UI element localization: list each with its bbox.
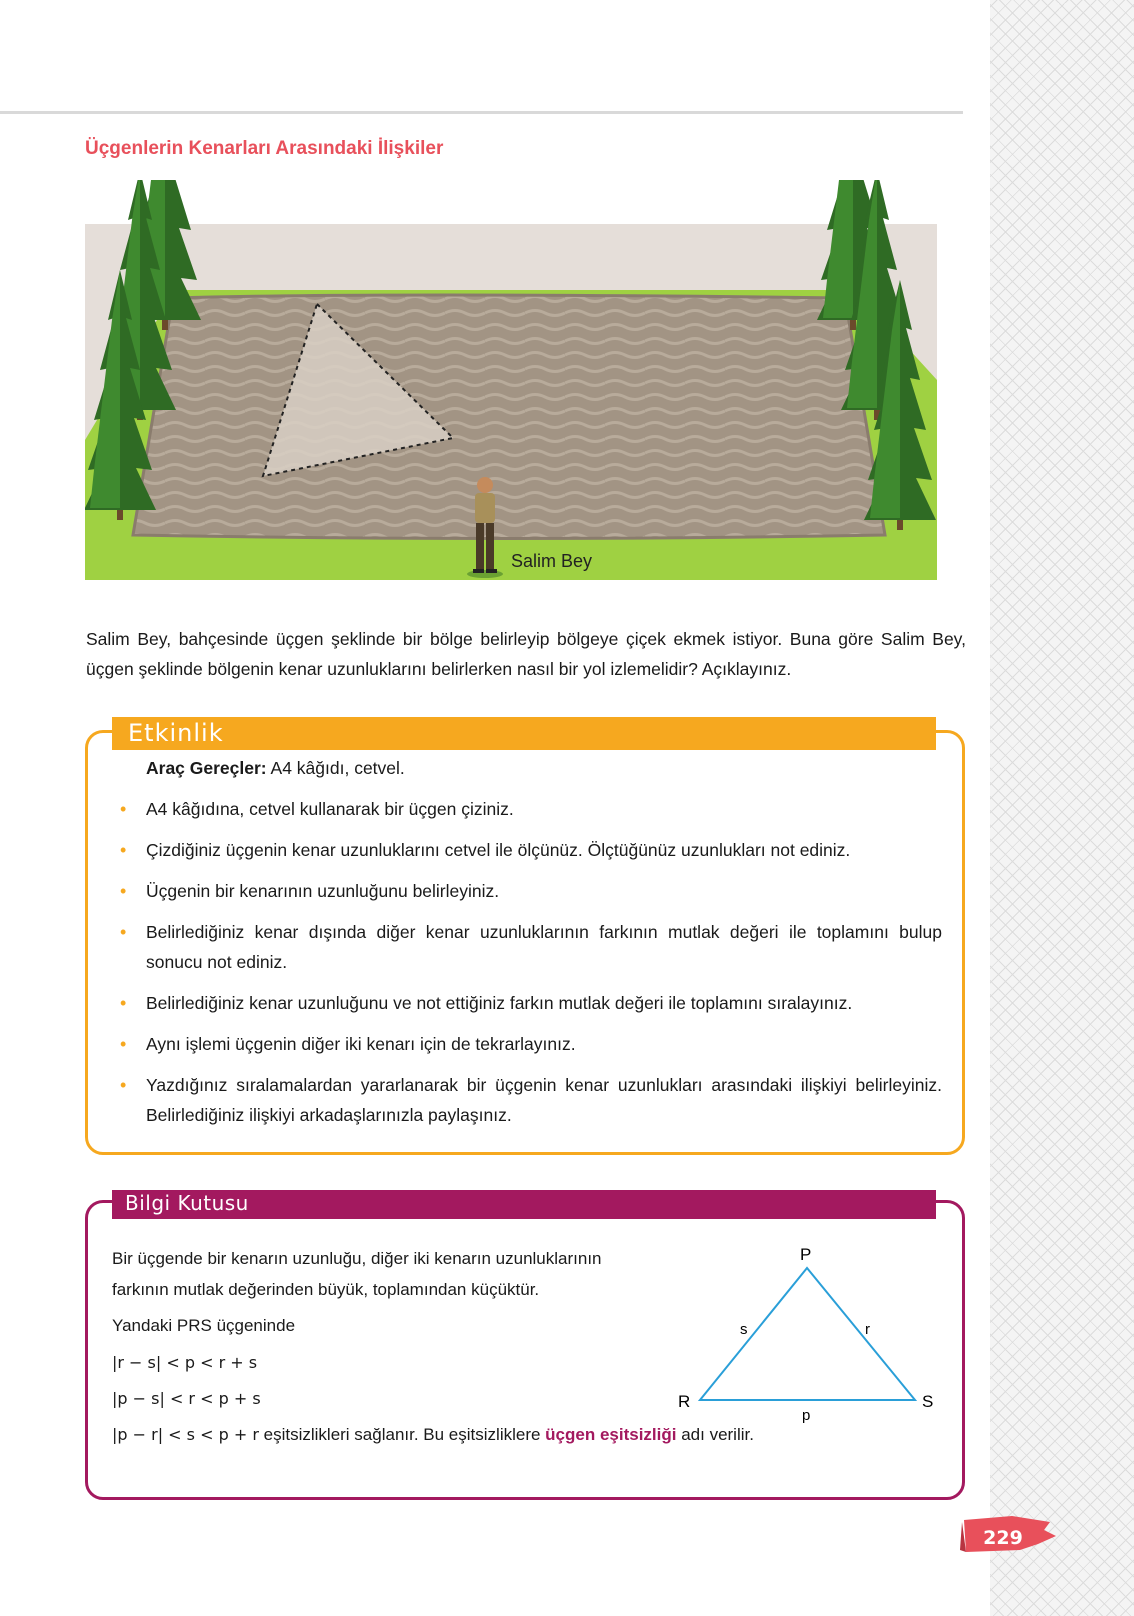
section-title: Üçgenlerin Kenarları Arasındaki İlişkiler bbox=[85, 138, 444, 159]
page-number-badge bbox=[960, 1516, 1060, 1556]
bullet-icon: • bbox=[120, 799, 127, 819]
inequality-3 bbox=[112, 1425, 754, 1445]
inequality-3-suffix: eşitsizlikleri sağlanır. Bu eşitsizliklere bbox=[258, 1425, 546, 1444]
bullet-icon: • bbox=[120, 1075, 127, 1095]
materials-value: A4 kâğıdı, cetvel. bbox=[266, 758, 405, 778]
vertex-p: P bbox=[800, 1245, 812, 1264]
bilgi-subtitle: Yandaki PRS üçgeninde bbox=[112, 1316, 296, 1335]
garden-illustration bbox=[85, 180, 965, 605]
list-item-text: Yazdığınız sıralamalardan yararlanarak bir üçgenin kenar uzunlukları arasındaki ilişkiyi belirleyiniz. Belirlediğiniz ilişkiyi arkadaşlarınızla paylaşınız. bbox=[146, 1075, 942, 1125]
list-item bbox=[120, 876, 942, 906]
list-item bbox=[120, 1070, 942, 1130]
inequality-2-math: |p − s| < r < p + s bbox=[112, 1389, 261, 1408]
soil-field bbox=[133, 295, 885, 539]
page-number: 229 bbox=[983, 1527, 1023, 1549]
top-rule bbox=[0, 111, 963, 114]
list-item-text: Aynı işlemi üçgenin diğer iki kenarı için de tekrarlayınız. bbox=[146, 1034, 576, 1054]
list-item-text: Üçgenin bir kenarının uzunluğunu belirleyiniz. bbox=[146, 881, 500, 901]
side-s-label: s bbox=[740, 1321, 748, 1338]
side-r-label: r bbox=[865, 1321, 870, 1338]
question-text: Salim Bey, bahçesinde üçgen şeklinde bir bölge belirleyip bölgeye çiçek ekmek istiyor. Buna göre Salim Bey, üçgen şeklinde bölgenin kenar uzunluklarını belirlerken nasıl bir yol izlemelidir? Açıklayınız. bbox=[86, 629, 966, 679]
prs-triangle-diagram bbox=[670, 1240, 950, 1430]
person-label: Salim Bey bbox=[511, 551, 593, 571]
vertex-s: S bbox=[922, 1392, 934, 1411]
list-item bbox=[120, 1029, 942, 1059]
etkinlik-header-bar bbox=[112, 717, 936, 750]
materials-line bbox=[146, 758, 405, 779]
bilgi-text: Bir üçgende bir kenarın uzunluğu, diğer iki kenarın uzunluklarının farkının mutlak değerinden büyük, toplamından küçüktür. bbox=[112, 1249, 602, 1299]
list-item bbox=[120, 794, 942, 824]
bilgi-kutusu-title: Bilgi Kutusu bbox=[125, 1191, 249, 1215]
list-item-text: A4 kâğıdına, cetvel kullanarak bir üçgen çiziniz. bbox=[146, 799, 514, 819]
bullet-icon: • bbox=[120, 881, 127, 901]
list-item bbox=[120, 988, 942, 1018]
triangle-shape bbox=[700, 1268, 915, 1400]
side-pattern bbox=[990, 0, 1134, 1616]
inequality-3-ending: adı verilir. bbox=[676, 1425, 754, 1444]
etkinlik-title: Etkinlik bbox=[128, 719, 224, 747]
bullet-icon: • bbox=[120, 993, 127, 1013]
etkinlik-list bbox=[120, 794, 942, 1141]
list-item-text: Belirlediğiniz kenar dışında diğer kenar uzunluklarının farkının mutlak değeri ile toplamını bulup sonucu not ediniz. bbox=[146, 922, 942, 972]
bullet-icon: • bbox=[120, 922, 127, 942]
materials-label: Araç Gereçler: bbox=[146, 758, 267, 778]
list-item-text: Belirlediğiniz kenar uzunluğunu ve not ettiğiniz farkın mutlak değeri ile toplamını sıralayınız. bbox=[146, 993, 853, 1013]
inequality-3-math: |p − r| < s < p + r bbox=[112, 1425, 259, 1444]
inequality-1 bbox=[112, 1353, 257, 1373]
inequality-1-math: |r − s| < p < r + s bbox=[112, 1353, 258, 1372]
list-item bbox=[120, 835, 942, 865]
inequality-2 bbox=[112, 1389, 261, 1409]
highlight-term: üçgen eşitsizliği bbox=[545, 1425, 677, 1444]
bullet-icon: • bbox=[120, 840, 127, 860]
side-p-label: p bbox=[802, 1407, 811, 1424]
bullet-icon: • bbox=[120, 1034, 127, 1054]
list-item bbox=[120, 917, 942, 977]
vertex-r: R bbox=[678, 1392, 691, 1411]
list-item-text: Çizdiğiniz üçgenin kenar uzunluklarını cetvel ile ölçünüz. Ölçtüğünüz uzunlukları not ediniz. bbox=[146, 840, 851, 860]
